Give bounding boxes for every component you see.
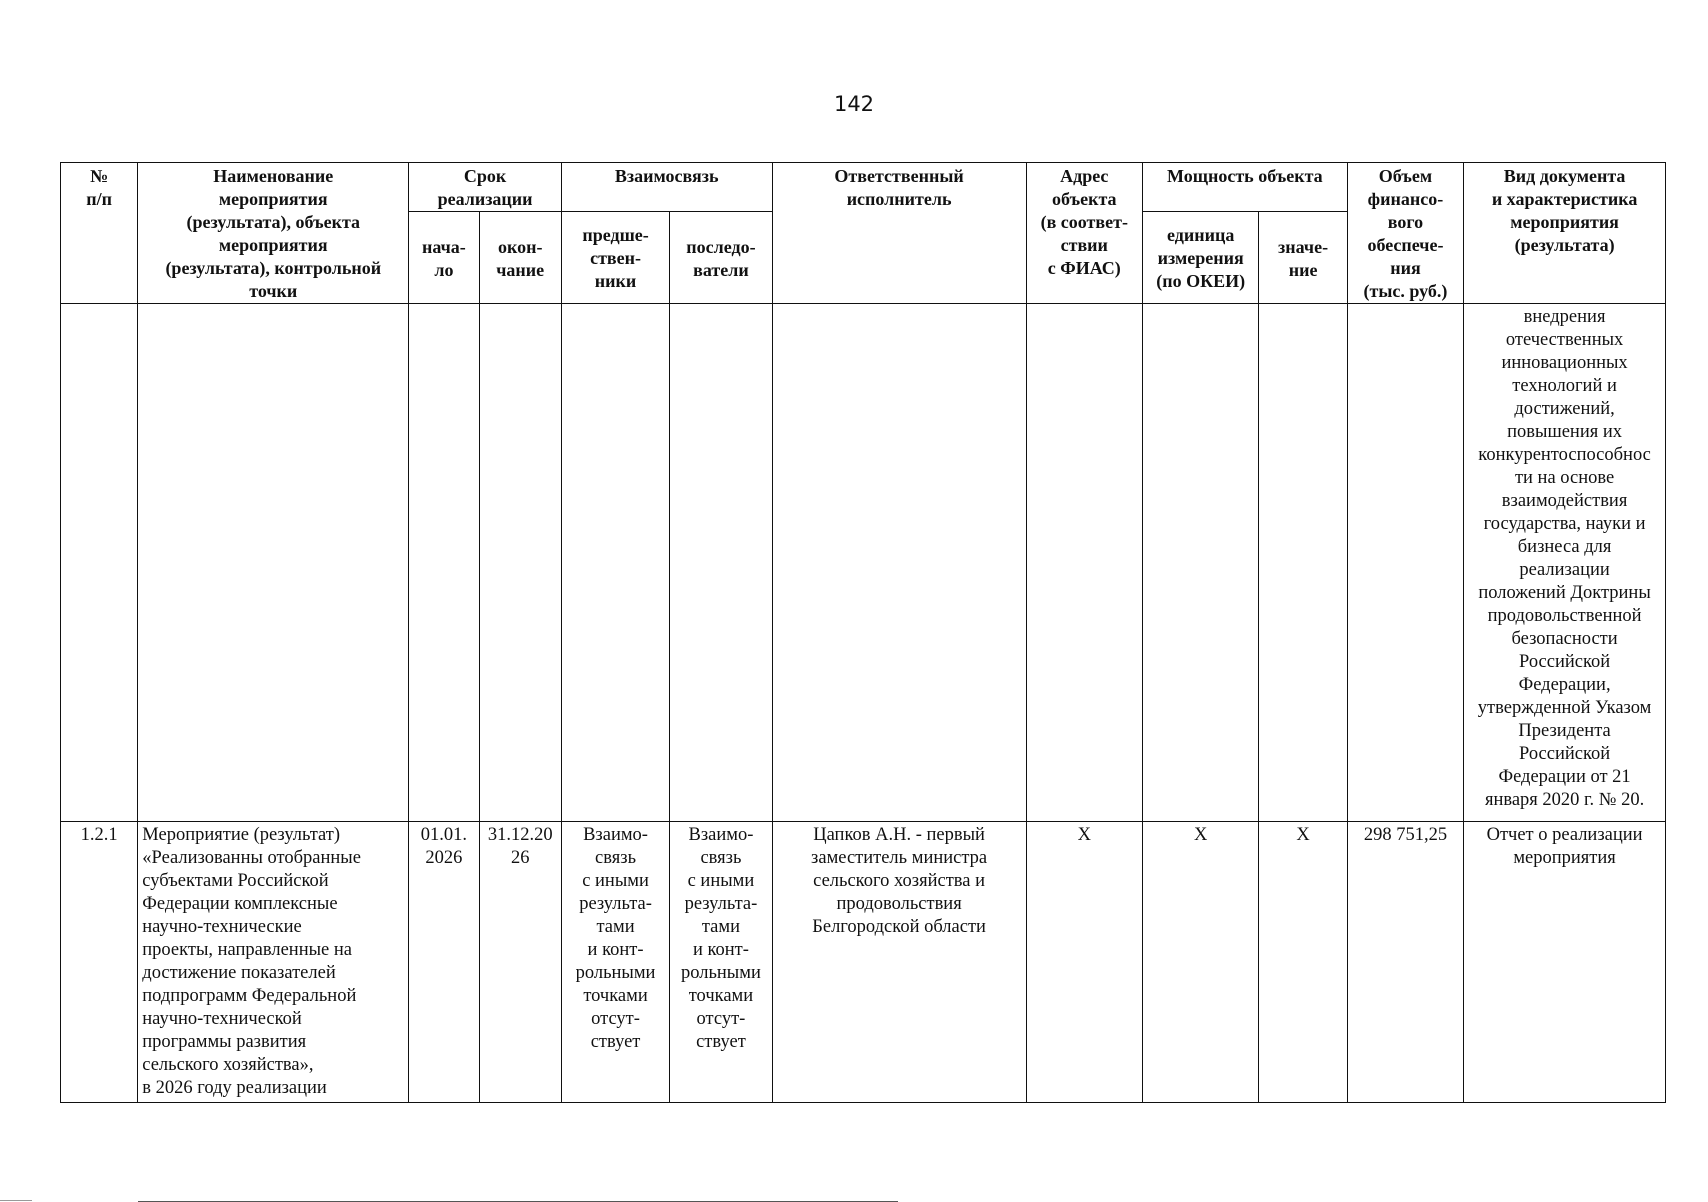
text-line: и конт- [587,940,644,960]
text-line: сельского хозяйства и [813,871,986,891]
text-line: проекты, направленные на [142,940,352,960]
row-responsible [772,822,1026,1103]
text-line: взаимодействия [1501,491,1628,511]
header-funding [1347,163,1463,304]
text-line: Срок [463,166,507,186]
text-line: единица [1167,225,1235,245]
text-line: связь [700,848,742,868]
text-line: Взаимо- [583,825,648,845]
text-line: Объем [1378,166,1433,186]
text-line: результа- [579,894,652,914]
text-line: результа- [684,894,758,914]
text-line: ствует [590,1032,641,1052]
text-line: отсут- [696,1009,746,1029]
text-line: субъектами Российской [142,871,329,891]
text-line: заместитель министра [811,848,988,868]
text-line: ствен- [590,248,641,268]
text-line: 31.12.20 [487,825,553,845]
header-num [61,163,138,304]
text-line: Белгородской области [812,917,986,937]
text-line: предше- [582,225,649,245]
text-line: объекта [1052,189,1117,209]
text-line: п/п [86,189,113,209]
text-line: Мероприятие (результат) [142,825,341,845]
text-line: Отчет о реализации [1486,825,1643,845]
text-line: ния [1390,258,1421,278]
text-line: Российской [1518,652,1611,672]
text-line: исполнитель [846,189,952,209]
text-line: Президента [1518,721,1611,741]
text-line: Федерации от 21 [1498,767,1631,787]
text-line: достижение показателей [142,963,336,983]
text-line: Цапков А.Н. - первый [813,825,985,845]
row-successors [670,822,772,1103]
text-line: значе- [1278,236,1329,257]
text-line: Ответственный [834,166,964,186]
text-line: отсут- [591,1009,640,1029]
row-predecessors [561,822,669,1103]
header-term [409,163,562,212]
header-capacity-unit [1142,212,1258,304]
row-unit: Х [1142,822,1258,1103]
text-line: Вид документа [1503,166,1626,186]
page-number: 142 [833,92,875,116]
text-line: ствует [696,1032,746,1052]
text-line: программы развития [142,1032,307,1052]
text-line: (по ОКЕИ) [1156,271,1246,291]
text-line: (результата), объекта [186,212,360,232]
continuation-doc-text [1464,304,1666,822]
text-line: января 2020 г. № 20. [1484,790,1645,810]
text-line: утвержденной Указом [1477,698,1652,718]
text-line: мероприятия [218,189,328,209]
text-line: государства, науки и [1483,514,1646,534]
text-line: продовольственной [1487,606,1642,626]
text-line: инновационных [1501,353,1628,373]
text-line: 26 [510,848,530,868]
text-line: подпрограмм Федеральной [142,986,357,1006]
text-line: ние [1288,259,1318,280]
text-line: точками [688,986,754,1006]
text-line: Федерации, [1518,675,1611,695]
text-line: с иными [582,871,649,891]
text-line: Федерации комплексные [142,894,338,914]
text-line: связь [595,848,637,868]
text-line: (тыс. руб.) [1363,281,1448,301]
text-line: ватели [693,259,749,280]
row-start [409,822,479,1103]
text-line: тами [701,917,740,937]
header-relation-pred [561,212,669,304]
text-line: реализации [437,189,533,209]
text-line: сельского хозяйства», [142,1055,314,1075]
text-line: ствии [1060,235,1108,255]
left-tick [0,1200,32,1201]
text-line: нача- [422,236,466,257]
text-line: Наименование [213,166,334,186]
text-line: конкурентоспособнос [1478,445,1651,465]
text-line: тами [596,917,635,937]
text-line: положений Доктрины [1478,583,1651,603]
text-line: окон- [497,236,543,257]
text-line: реализации [1519,560,1610,580]
header-term-end [479,212,561,304]
text-line: и характеристика [1491,189,1638,209]
text-line: вого [1387,212,1424,232]
header-responsible [772,163,1026,304]
header-capacity: Мощность объекта [1142,163,1347,212]
text-line: мероприятия [218,235,328,255]
text-line: бизнеса для [1517,537,1612,557]
activities-table [60,162,1666,1103]
text-line: (результата) [1514,235,1615,255]
text-line: обеспече- [1367,235,1444,255]
text-line: безопасности [1511,629,1618,649]
text-line: технологий и [1512,376,1617,396]
text-line: с ФИАС) [1047,258,1121,278]
row-num: 1.2.1 [61,822,138,1103]
header-relation: Взаимосвязь [561,163,772,212]
text-line: достижений, [1514,399,1615,419]
table-row-continuation [61,304,1666,822]
header-doc-type [1464,163,1666,304]
text-line: с иными [687,871,755,891]
text-line: рольными [575,963,656,983]
header-name [138,163,409,304]
text-line: (результата), контрольной [165,258,382,278]
header-term-start [409,212,479,304]
text-line: «Реализованны отобранные [142,848,361,868]
text-line: мероприятия [1510,212,1619,232]
text-line: Взаимо- [688,825,754,845]
text-line: измерения [1157,248,1244,268]
row-name [138,822,409,1103]
text-line: мероприятия [1513,848,1616,868]
text-line: повышения их [1507,422,1622,442]
text-line: внедрения [1523,307,1606,327]
row-value: Х [1259,822,1347,1103]
text-line: (в соответ- [1040,212,1128,232]
text-line: Российской [1518,744,1611,764]
row-doc [1464,822,1666,1103]
header-capacity-value [1259,212,1347,304]
table-row-1-2-1 [61,822,1666,1103]
text-line: и конт- [692,940,749,960]
row-funding: 298 751,25 [1347,822,1463,1103]
text-line: продовольствия [836,894,962,914]
text-line: отечественных [1505,330,1624,350]
row-address: Х [1026,822,1142,1103]
text-line: 2026 [425,848,463,868]
text-line: финансо- [1367,189,1444,209]
text-line: чание [496,259,545,280]
text-line: рольными [680,963,761,983]
header-address [1026,163,1142,304]
text-line: последо- [686,236,756,257]
text-line: 01.01. [420,825,468,845]
text-line: № [90,166,109,186]
text-line: ло [434,259,454,280]
text-line: точки [249,281,298,301]
text-line: научно-технической [142,1009,302,1029]
header-relation-succ [670,212,772,304]
text-line: научно-технические [142,917,302,937]
text-line: ники [594,271,637,291]
row-end [479,822,561,1103]
text-line: точками [583,986,648,1006]
text-line: в 2026 году реализации [142,1078,327,1098]
text-line: Адрес [1060,166,1109,186]
text-line: ти на основе [1514,468,1615,488]
